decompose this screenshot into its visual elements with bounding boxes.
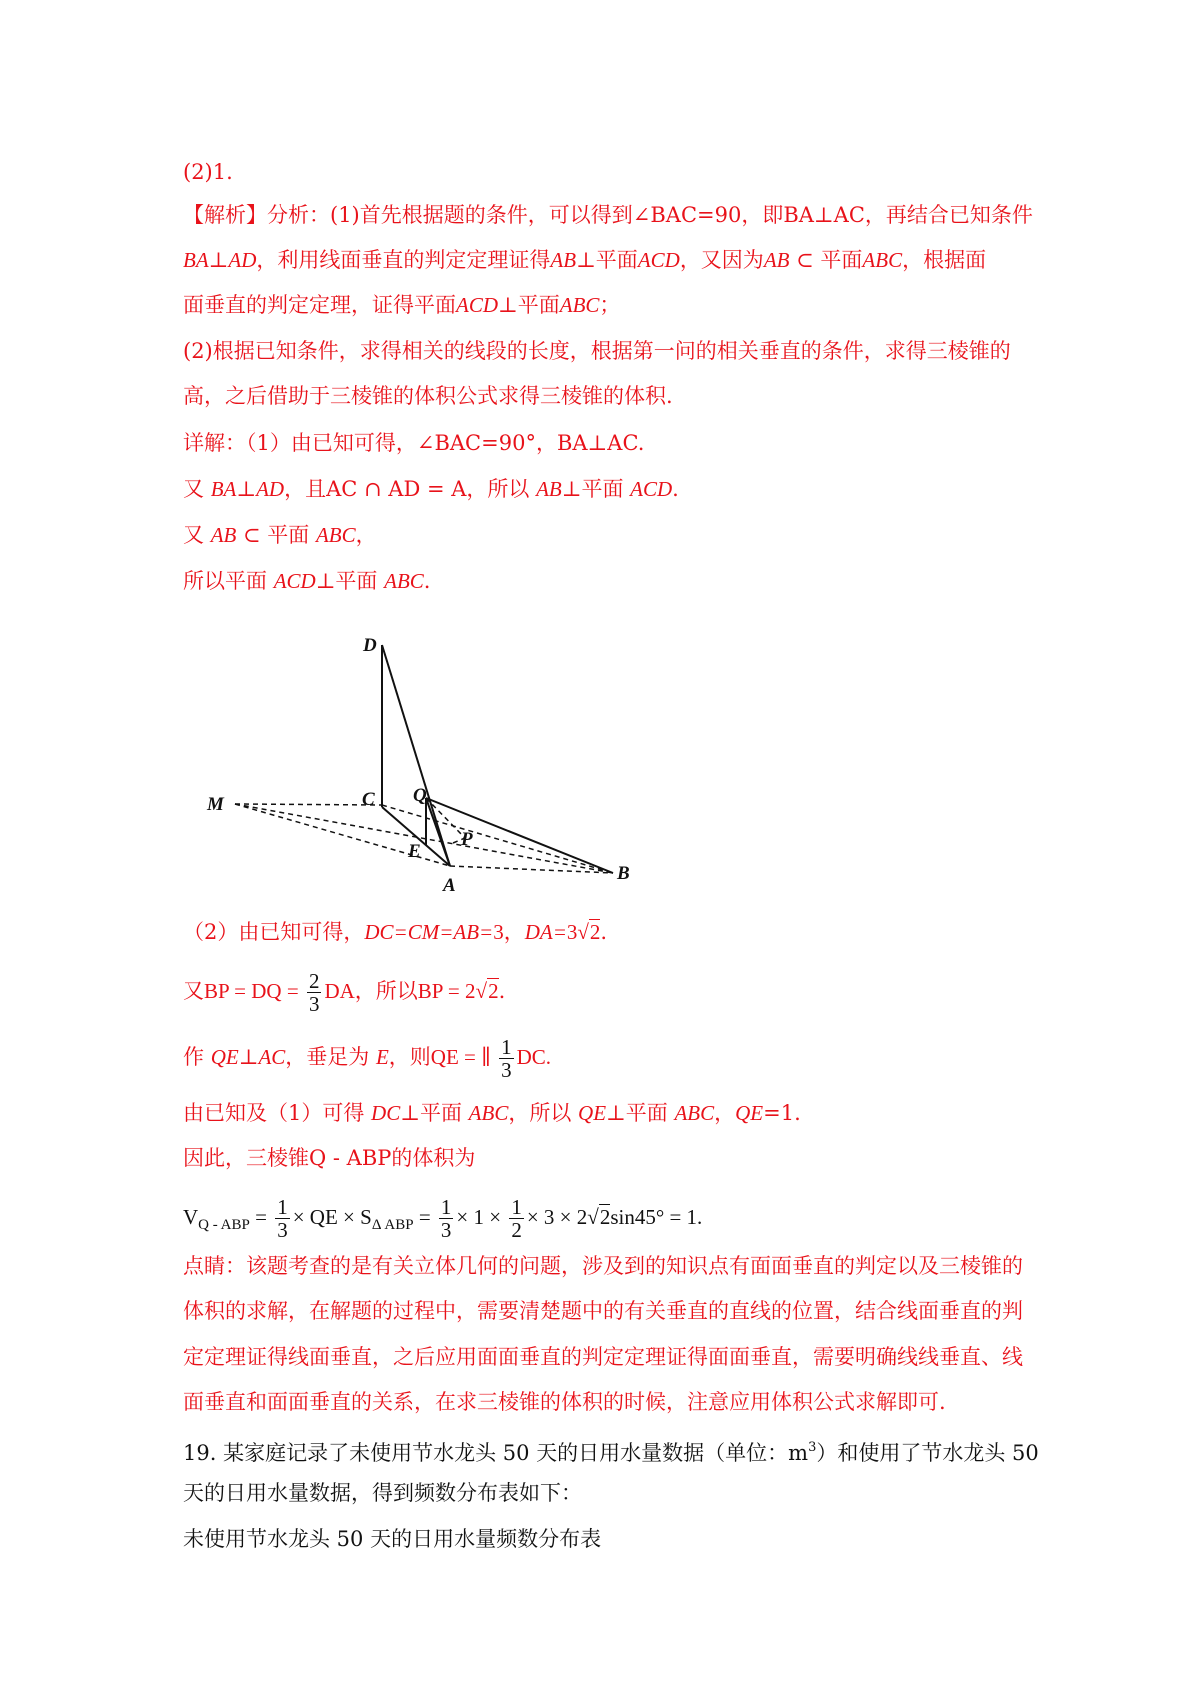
math-ab: AB (210, 523, 237, 547)
detail-text: ⊂ 平面 (236, 523, 316, 547)
detail-text: ，且AC ∩ AD = A，所以 (284, 477, 537, 501)
geometry-figure (195, 633, 665, 913)
detail-line-1: 详解：（1）由已知可得，∠BAC=90°，BA⊥AC. (183, 431, 645, 455)
edge-da (382, 645, 450, 866)
numerator: 1 (277, 1195, 288, 1219)
numerator: 2 (308, 969, 320, 993)
label-q: Q (413, 785, 427, 806)
part2-text: . (498, 979, 506, 1003)
formula-text: V (183, 1205, 199, 1229)
formula-text: = (249, 1205, 273, 1229)
analysis-line-5: 高，之后借助于三棱锥的体积公式求得三棱锥的体积. (183, 384, 673, 408)
detail-text: ， (355, 523, 377, 547)
perp-symbol: ⊥ (238, 1045, 259, 1069)
detail-line-4 (183, 566, 430, 596)
denominator: 3 (440, 1218, 452, 1242)
part2-text: 又BP = DQ = (183, 979, 304, 1003)
analysis-line-1 (183, 200, 1033, 230)
analysis-line-4: (2)根据已知条件，求得相关的线段的长度，根据第一问的相关垂直的条件，求得三棱锥的 (183, 339, 1011, 363)
part2-text: 由已知及（1）可得 (183, 1101, 372, 1125)
label-m: M (207, 794, 224, 815)
superscript: 3 (808, 1440, 817, 1455)
coefficient: 3 (566, 920, 578, 944)
math-ba: BA (210, 477, 237, 501)
analysis-text: 分析：(1)首先根据题的条件，可以得到∠BAC=90，即BA⊥AC，再结合已知条件 (267, 203, 1033, 227)
fraction-one-third (439, 1196, 454, 1241)
fraction-two-thirds (307, 970, 322, 1015)
math-qe: QE (578, 1101, 607, 1125)
detail-text: . (672, 477, 679, 501)
part2-text: ⊥平面 (400, 1101, 469, 1125)
perp-symbol: ⊥ (236, 477, 257, 501)
comment-line-4: 面垂直和面面垂直的关系，在求三棱锥的体积的时候，注意应用体积公式求解即可. (183, 1390, 946, 1414)
detail-text: . (423, 569, 431, 593)
numerator: 1 (501, 1035, 512, 1059)
detail-line-2 (183, 474, 679, 504)
part2-text: 作 (183, 1045, 211, 1069)
part2-line-1 (183, 917, 607, 947)
denominator: 3 (501, 1058, 512, 1082)
part2-text: （2）由已知可得， (183, 920, 365, 944)
table-caption: 未使用节水龙头 50 天的日用水量频数分布表 (183, 1527, 602, 1551)
question-text: ）和使用了节水龙头 50 (816, 1441, 1039, 1465)
analysis-text: ，根据面 (902, 248, 987, 272)
volume-formula (183, 1196, 702, 1241)
label-c: C (362, 789, 375, 810)
edge-mb (235, 804, 613, 873)
perp-symbol: ⊥ (208, 248, 229, 272)
math-dc: DC (371, 1101, 401, 1125)
question-text: 19. 某家庭记录了未使用节水龙头 50 天的日用水量数据（单位：m (183, 1441, 809, 1465)
detail-text: 所以平面 (183, 569, 274, 593)
label-b: B (617, 863, 630, 884)
part2-text: . (600, 920, 608, 944)
part2-text: ，则QE = ∥ (388, 1045, 497, 1069)
part2-text: =1. (763, 1101, 801, 1125)
fraction-one-half (509, 1196, 524, 1241)
denominator: 2 (511, 1218, 522, 1242)
analysis-line-3 (183, 290, 620, 320)
label-a: A (443, 875, 456, 896)
radicand: 2 (599, 1205, 611, 1229)
math-qe: QE (210, 1045, 239, 1069)
sqrt-expression: 3√2 (566, 920, 601, 944)
analysis-text: ，利用线面垂直的判定定理证得 (256, 248, 551, 272)
part2-line-4 (183, 1098, 801, 1128)
label-d: D (363, 635, 377, 656)
denominator: 3 (277, 1218, 288, 1242)
math-ad: AD (228, 248, 257, 272)
sqrt-expression: √2 (587, 1205, 611, 1229)
part2-text: ，垂足为 (285, 1045, 376, 1069)
label-e: E (408, 841, 421, 862)
analysis-line-2 (183, 245, 986, 275)
fraction-one-third (275, 1196, 290, 1241)
subscript: Δ ABP (371, 1217, 414, 1233)
answer-line: (2)1. (183, 160, 233, 184)
math-ac: AC (258, 1045, 286, 1069)
math-abc: ABC (674, 1101, 715, 1125)
sqrt-expression: √2 (475, 979, 499, 1003)
comment-line-2: 体积的求解，在解题的过程中，需要清楚题中的有关垂直的直线的位置，结合线面垂直的判 (183, 1299, 1023, 1323)
numerator: 1 (511, 1195, 522, 1219)
formula-text: × QE × S (292, 1205, 372, 1229)
question-19-line-2: 天的日用水量数据，得到频数分布表如下： (183, 1481, 582, 1505)
part2-line-5: 因此，三棱锥Q - ABP的体积为 (183, 1146, 476, 1170)
math-abc: ABC (315, 523, 356, 547)
radicand: 2 (589, 920, 601, 944)
edge-cb (382, 805, 613, 873)
denominator: 3 (308, 992, 320, 1016)
detail-text: ⊥平面 (561, 477, 631, 501)
part2-text: ， (714, 1101, 736, 1125)
formula-text: × 1 × (456, 1205, 507, 1229)
subscript: Q - ABP (198, 1217, 250, 1233)
part2-text: DA，所以BP = 2 (324, 979, 476, 1003)
edge-mc (235, 804, 382, 805)
math-abc: ABC (862, 248, 903, 272)
fraction-one-third (499, 1036, 514, 1081)
detail-text: 又 (183, 477, 211, 501)
analysis-text: ⊂ 平面 (789, 248, 863, 272)
detail-line-3 (183, 520, 377, 550)
detail-text: ⊥平面 (315, 569, 385, 593)
part2-text: 3， (493, 920, 525, 944)
math-dc-cm-ab: DC=CM=AB= (364, 920, 494, 944)
math-ab: AB (550, 248, 577, 272)
formula-text: sin45° = 1. (610, 1205, 703, 1229)
math-ad: AD (256, 477, 285, 501)
math-abc: ABC (468, 1101, 509, 1125)
part2-text: ，所以 (508, 1101, 579, 1125)
part2-line-3 (183, 1036, 551, 1081)
math-abc: ABC (559, 293, 600, 317)
analysis-text: ，又因为 (679, 248, 764, 272)
label-p: P (461, 829, 473, 850)
analysis-text: ⊥平面 (576, 248, 638, 272)
math-acd: ACD (630, 477, 673, 501)
math-da: DA= (524, 920, 567, 944)
math-ab: AB (536, 477, 562, 501)
analysis-text: ⊥平面 (498, 293, 560, 317)
math-e: E (375, 1045, 389, 1069)
detail-text: 又 (183, 523, 211, 547)
numerator: 1 (440, 1195, 452, 1219)
comment-line-3: 定定理证得线面垂直，之后应用面面垂直的判定定理证得面面垂直，需要明确线线垂直、线 (183, 1345, 1023, 1369)
math-abc: ABC (384, 569, 424, 593)
question-19-line-1 (183, 1433, 1039, 1468)
analysis-text: ； (599, 293, 621, 317)
math-acd: ACD (273, 569, 316, 593)
formula-text: = (413, 1205, 436, 1229)
part2-text: DC. (516, 1045, 552, 1069)
math-ab: AB (763, 248, 790, 272)
math-ba: BA (183, 248, 209, 272)
formula-text: × 3 × 2 (526, 1205, 588, 1229)
analysis-text: 面垂直的判定定理，证得平面 (183, 293, 456, 317)
analysis-tag: 【解析】 (183, 203, 267, 227)
edge-ab (450, 866, 613, 873)
part2-text: ⊥平面 (606, 1101, 675, 1125)
math-acd: ACD (637, 248, 680, 272)
math-acd: ACD (456, 293, 498, 317)
edge-qb (426, 798, 613, 873)
math-qe: QE (735, 1101, 764, 1125)
radicand: 2 (488, 979, 499, 1003)
comment-line-1: 点睛：该题考查的是有关立体几何的问题，涉及到的知识点有面面垂直的判定以及三棱锥的 (183, 1254, 1023, 1278)
part2-line-2 (183, 970, 505, 1015)
